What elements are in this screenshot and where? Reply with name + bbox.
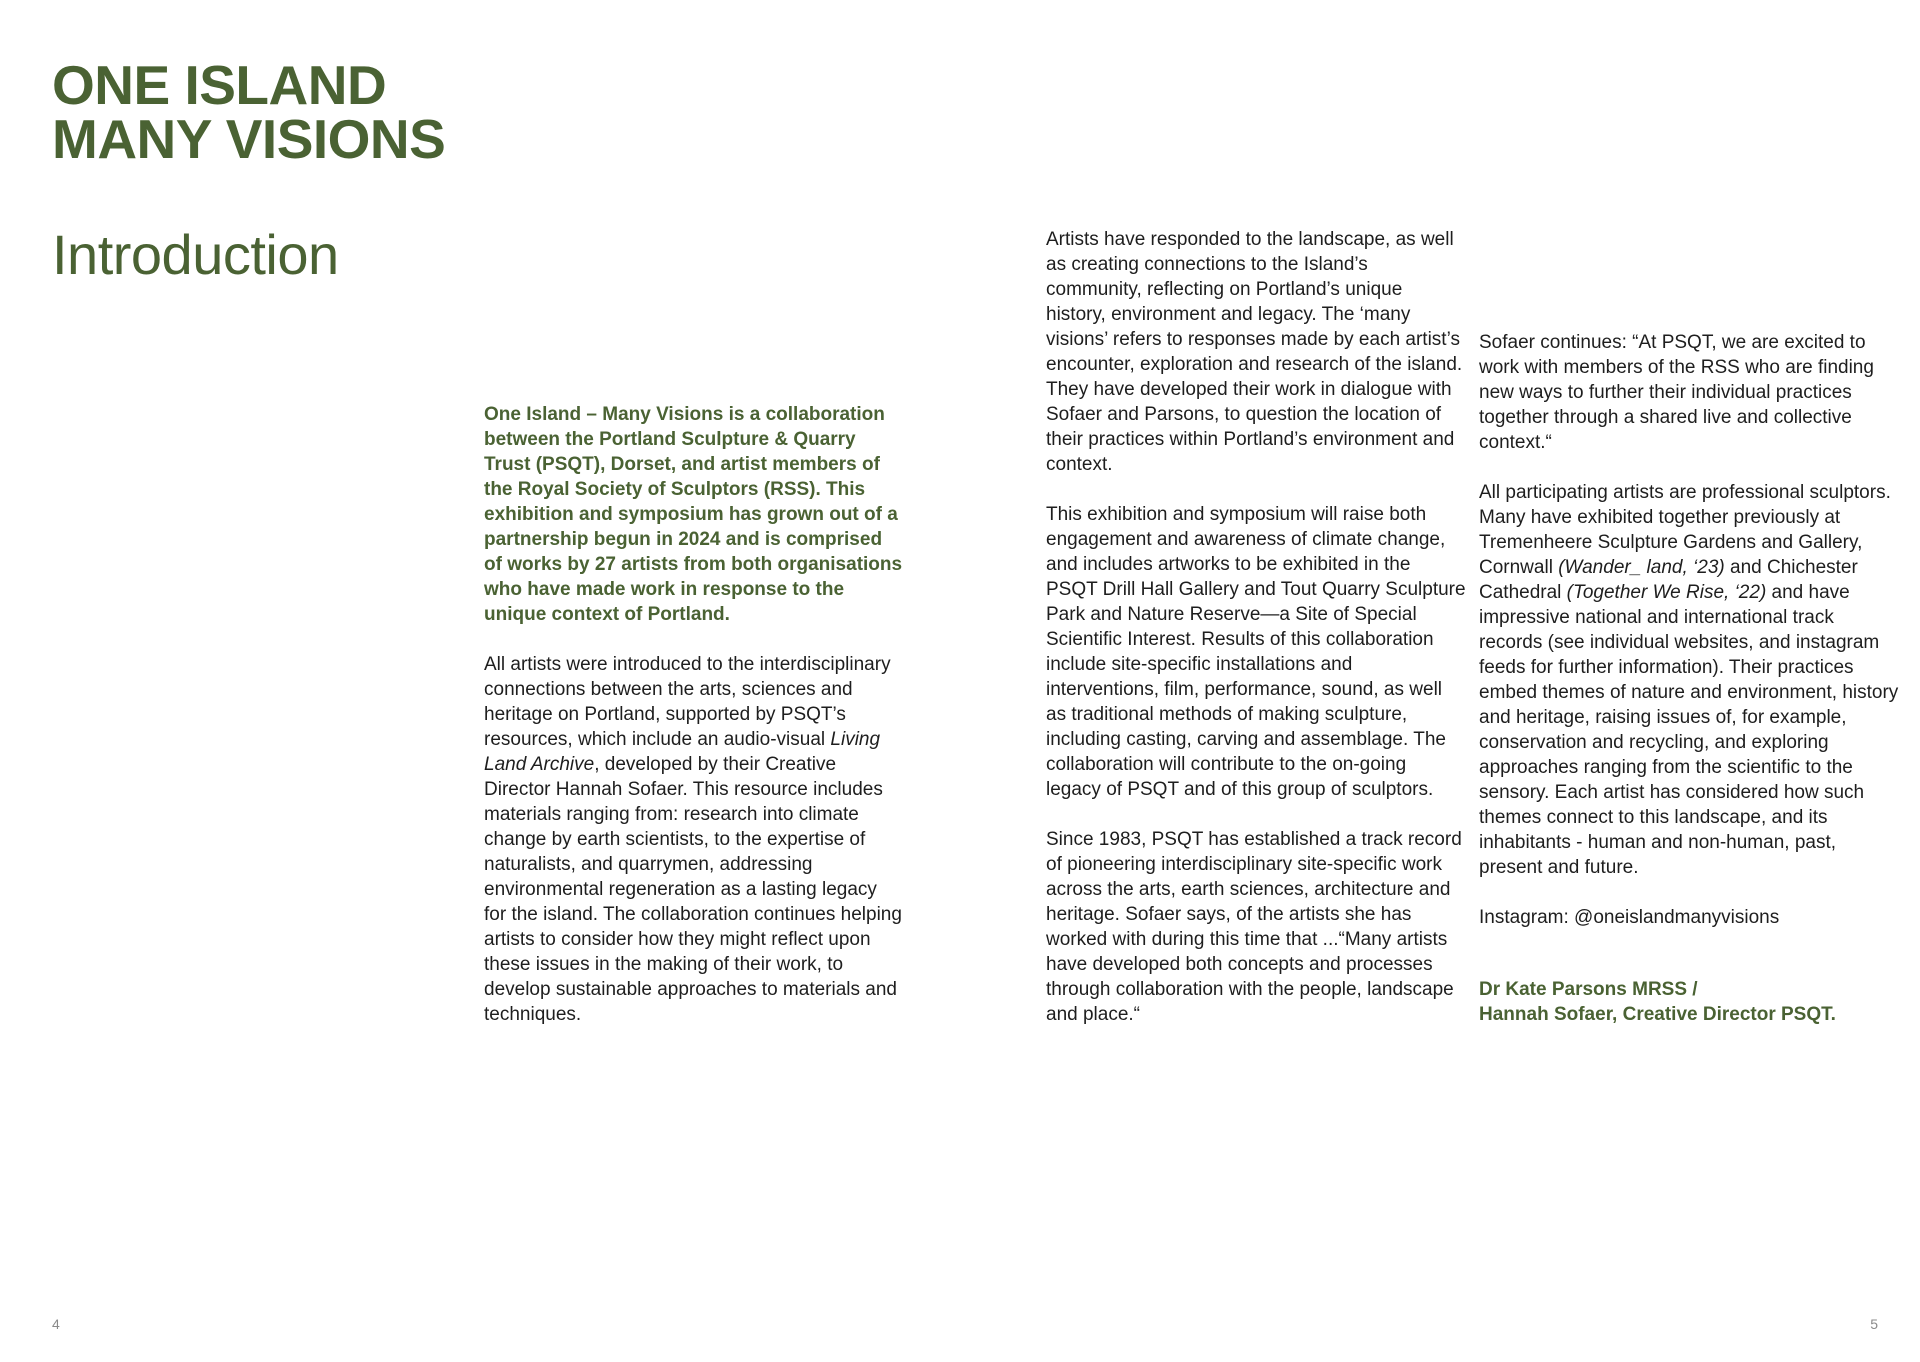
paragraph-participating-artists: All participating artists are professional sculptors. Many have exhibited together previously at Tremenheere Sculpture Gardens and Gallery, Cornwall (Wander_ land, ‘23) and Chichester Cathedral (Together We Rise, ‘22) and have impressive national and international track records (see individual websites, and instagram feeds for further information). Their practices embed themes of nature and environment, history and heritage, raising issues of, for example, conservation and recycling, and exploring approaches ranging from the scientific to the sensory. Each artist has considered how such themes connect to this landscape, and its inhabitants - human and non-human, past, present and future.: [1479, 482, 1899, 878]
living-land-archive-title: Living Land Archive: [484, 729, 881, 775]
page-number-left: 4: [52, 1316, 60, 1332]
title-line-1: ONE ISLAND: [52, 54, 387, 116]
text-column-1: [484, 402, 904, 1027]
signature: [1479, 977, 1899, 1027]
instagram-handle: Instagram: @oneislandmanyvisions: [1479, 907, 1780, 928]
signature-line-1: Dr Kate Parsons MRSS /: [1479, 979, 1698, 1000]
page-title: [52, 54, 446, 170]
page-number-right: 5: [1870, 1316, 1878, 1332]
paragraph-exhibition-symposium: This exhibition and symposium will raise both engagement and awareness of climate change, and includes artworks to be exhibited in the PSQT Drill Hall Gallery and Tout Quarry Sculpture Park and Nature Reserve—a Site of Special Scientific Interest. Results of this collaboration include site-specific installations and interventions, film, performance, sound, as well as traditional methods of making sculpture, including casting, carving and assemblage. The collaboration will contribute to the on-going legacy of PSQT and of this group of sculptors.: [1046, 504, 1466, 800]
together-we-rise-title: (Together We Rise, ‘22): [1566, 582, 1767, 603]
paragraph-psqt-history: Since 1983, PSQT has established a track record of pioneering interdisciplinary site-specific work across the arts, earth sciences, architecture and heritage. Sofaer says, of the artists she has worked with during this time that ...“Many artists have developed both concepts and processes through collaboration with the people, landscape and place.“: [1046, 829, 1462, 1025]
lead-paragraph: One Island – Many Visions is a collaboration between the Portland Sculpture & Quarry Trust (PSQT), Dorset, and artist members of the Royal Society of Sculptors (RSS). This exhibition and symposium has grown out of a partnership begun in 2024 and is comprised of works by 27 artists from both organisations who have made work in response to the unique context of Portland.: [484, 404, 903, 625]
text-column-2: [1046, 227, 1466, 1027]
signature-line-2: Hannah Sofaer, Creative Director PSQT.: [1479, 1004, 1836, 1025]
text-column-3: [1479, 330, 1899, 1027]
paragraph-artists-introduced: All artists were introduced to the interdisciplinary connections between the arts, sciences and heritage on Portland, supported by PSQT’s resources, which include an audio-visual Living Land Archive, developed by their Creative Director Hannah Sofaer. This resource includes materials ranging from: research into climate change by earth scientists, to the expertise of naturalists, and quarrymen, addressing environmental regeneration as a lasting legacy for the island. The collaboration continues helping artists to consider how they might reflect upon these issues in the making of their work, to develop sustainable approaches to materials and techniques.: [484, 654, 902, 1025]
wanderland-title: (Wander_ land, ‘23): [1558, 557, 1725, 578]
paragraph-sofaer-quote: Sofaer continues: “At PSQT, we are excited to work with members of the RSS who are finding new ways to further their individual practices together through a shared live and collective context.“: [1479, 332, 1874, 453]
section-heading: Introduction: [52, 223, 339, 286]
paragraph-landscape-response: Artists have responded to the landscape, as well as creating connections to the Island’s community, reflecting on Portland’s unique history, environment and legacy. The ‘many visions’ refers to responses made by each artist’s encounter, exploration and research of the island. They have developed their work in dialogue with Sofaer and Parsons, to question the location of their practices within Portland’s environment and context.: [1046, 229, 1463, 475]
title-line-2: MANY VISIONS: [52, 108, 446, 170]
